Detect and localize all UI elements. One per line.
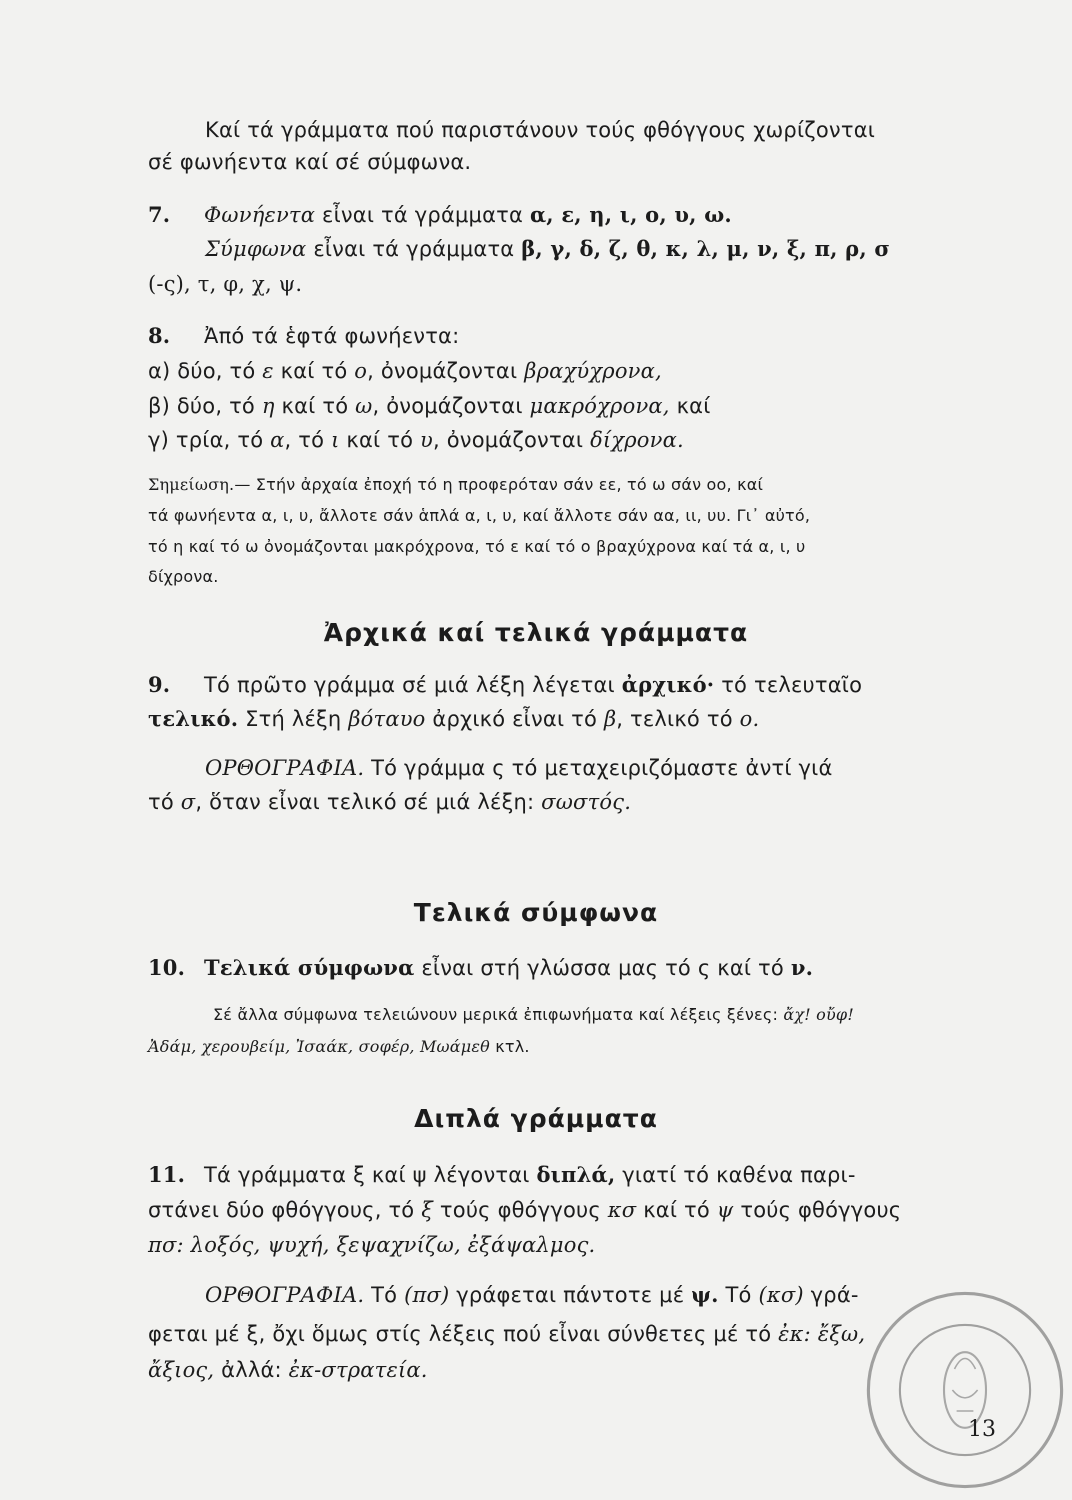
- section-11-orthography-line-3: ἄξιος, ἀλλά: ἐκ-στρατεία.: [148, 1358, 428, 1382]
- section-9-line-1: 9. Τό πρῶτο γράμμα σέ μιά λέξη λέγεται ἀρχικό· τό τελευταῖο: [148, 672, 863, 697]
- note-line-1: Σημείωση.— Στήν ἀρχαία ἐποχή τό η προφερόταν σάν εε, τό ω σάν οο, καί: [148, 475, 764, 494]
- library-stamp-icon: [860, 1285, 1070, 1495]
- section-10-line-1: 10. Τελικά σύμφωνα εἶναι στή γλώσσα μας τό ς καί τό ν.: [148, 955, 814, 980]
- section-11-orthography-line-2: φεται μέ ξ, ὄχι ὅμως στίς λέξεις πού εἶναι σύνθετες μέ τό ἐκ: ἔξω,: [148, 1322, 866, 1346]
- section-9-orthography-line-2: τό σ, ὅταν εἶναι τελικό σέ μιά λέξη: σωστός.: [148, 790, 632, 814]
- section-11-line-3: πσ: λοξός, ψυχή, ξεψαχνίζω, ἐξάψαλμος.: [148, 1233, 596, 1257]
- section-8-item-b: β) δύο, τό η καί τό ω, ὀνομάζονται μακρόχρονα, καί: [148, 394, 711, 418]
- section-8-item-a: α) δύο, τό ε καί τό ο, ὀνομάζονται βραχύχρονα,: [148, 359, 662, 383]
- section-10-small-line-2: Ἀδάμ, χερουβείμ, Ἰσαάκ, σοφέρ, Μωάμεθ κτλ.: [148, 1037, 530, 1056]
- note-line-3: τό η καί τό ω ὀνομάζονται μακρόχρονα, τό ε καί τό ο βραχύχρονα καί τά α, ι, υ: [148, 537, 806, 556]
- section-9-line-2: τελικό. Στή λέξη βόταυο ἀρχικό εἶναι τό β, τελικό τό ο.: [148, 706, 760, 731]
- heading-initial-final-letters: Ἀρχικά καί τελικά γράμματα: [323, 618, 749, 647]
- section-11-line-1: 11. Τά γράμματα ξ καί ψ λέγονται διπλά, γιατί τό καθένα παρι-: [148, 1162, 856, 1187]
- section-11-line-2: στάνει δύο φθόγγους, τό ξ τούς φθόγγους κσ καί τό ψ τούς φθόγγους: [148, 1198, 902, 1222]
- heading-final-consonants: Τελικά σύμφωνα: [413, 898, 659, 927]
- section-7-line-1: 7. Φωνήεντα εἶναι τά γράμματα α, ε, η, ι, ο, υ, ω.: [148, 202, 732, 227]
- page-number: 13: [968, 1417, 996, 1442]
- section-7-line-3: (-ς), τ, φ, χ, ψ.: [148, 272, 303, 296]
- section-7-line-2: Σύμφωνα εἶναι τά γράμματα β, γ, δ, ζ, θ, κ, λ, μ, ν, ξ, π, ρ, σ: [205, 236, 891, 261]
- intro-line-2: σέ φωνήεντα καί σέ σύμφωνα.: [148, 150, 472, 174]
- section-8-item-c: γ) τρία, τό α, τό ι καί τό υ, ὀνομάζονται δίχρονα.: [148, 428, 684, 452]
- section-9-orthography-line-1: ΟΡΘΟΓΡΑΦΙΑ. Τό γράμμα ς τό μεταχειριζόμαστε ἀντί γιά: [205, 756, 833, 780]
- heading-double-letters: Διπλά γράμματα: [414, 1104, 658, 1133]
- note-line-2: τά φωνήεντα α, ι, υ, ἄλλοτε σάν ἁπλά α, ι, υ, καί ἄλλοτε σάν αα, ιι, υυ. Γι᾿ αὐτό,: [148, 506, 811, 525]
- note-line-4: δίχρονα.: [148, 567, 219, 586]
- section-8-head: 8. Ἀπό τά ἑφτά φωνήεντα:: [148, 323, 460, 348]
- section-11-orthography-line-1: ΟΡΘΟΓΡΑΦΙΑ. Τό (πσ) γράφεται πάντοτε μέ ψ. Τό (κσ) γρά-: [205, 1282, 859, 1307]
- intro-line-1: Καί τά γράμματα πού παριστάνουν τούς φθόγγους χωρίζονται: [205, 118, 876, 142]
- section-10-small-line-1: Σέ ἄλλα σύμφωνα τελειώνουν μερικά ἐπιφωνήματα καί λέξεις ξένες: ἄχ! οὔφ!: [213, 1005, 854, 1024]
